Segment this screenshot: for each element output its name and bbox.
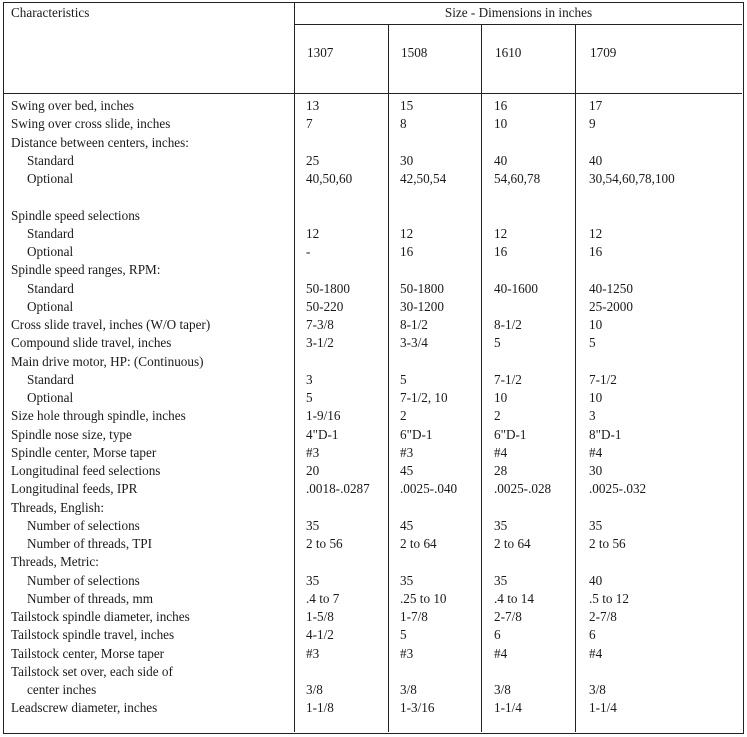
row-value-1610: 7-1/2 bbox=[494, 371, 522, 387]
row-label: Tailstock spindle travel, inches bbox=[11, 627, 175, 643]
row-value-1307: 35 bbox=[306, 517, 320, 533]
row-value-1709: 3 bbox=[589, 408, 596, 424]
row-label: Main drive motor, HP: (Continuous) bbox=[11, 353, 204, 369]
row-value-1508: 30-1200 bbox=[400, 298, 444, 314]
row-value-1709: 6 bbox=[589, 627, 596, 643]
row-value-1307: 12 bbox=[306, 225, 320, 241]
row-value-1307: 3 bbox=[306, 371, 313, 387]
row-label: Optional bbox=[27, 390, 74, 405]
row-value-1709: 8"D-1 bbox=[589, 426, 622, 442]
row-value-1610: 12 bbox=[494, 225, 508, 241]
row-value-1610: 5 bbox=[494, 335, 501, 351]
row-value-1307: 5 bbox=[306, 390, 313, 405]
row-value-1709: .0025-.032 bbox=[589, 481, 647, 497]
row-label: Standard bbox=[27, 280, 74, 296]
row-value-1610: 6"D-1 bbox=[494, 426, 527, 442]
divider-1508 bbox=[388, 24, 389, 732]
row-value-1610: 35 bbox=[494, 517, 508, 533]
row-value-1508: 45 bbox=[400, 517, 414, 533]
divider-size-title bbox=[294, 24, 742, 25]
row-value-1508: 3/8 bbox=[400, 682, 417, 697]
row-value-1610: 10 bbox=[494, 116, 508, 132]
row-value-1709: 12 bbox=[589, 225, 603, 241]
row-value-1508: 15 bbox=[400, 98, 414, 113]
divider-1709 bbox=[575, 24, 576, 732]
row-value-1508: 2 bbox=[400, 408, 407, 424]
header-size-1610: 1610 bbox=[495, 45, 522, 60]
divider-characteristics bbox=[294, 3, 295, 732]
row-value-1709: 7-1/2 bbox=[589, 371, 617, 387]
row-value-1709: 40-1250 bbox=[589, 280, 633, 296]
row-value-1307: 4-1/2 bbox=[306, 627, 334, 643]
row-label: Distance between centers, inches: bbox=[11, 134, 189, 150]
row-value-1307: 13 bbox=[306, 98, 320, 113]
row-label: Tailstock center, Morse taper bbox=[11, 645, 165, 661]
row-label: Cross slide travel, inches (W/O taper) bbox=[11, 317, 211, 332]
row-value-1307: 7-3/8 bbox=[306, 317, 334, 332]
row-value-1709: #4 bbox=[589, 645, 603, 661]
row-value-1709: 25-2000 bbox=[589, 298, 633, 314]
header-size-title: Size - Dimensions in inches bbox=[444, 5, 593, 20]
row-label: Longitudinal feeds, IPR bbox=[11, 481, 138, 497]
row-value-1610: 54,60,78 bbox=[494, 171, 541, 186]
row-value-1307: 2 to 56 bbox=[306, 536, 343, 551]
row-value-1307: .0018-.0287 bbox=[306, 481, 370, 497]
row-value-1508: 6"D-1 bbox=[400, 426, 433, 442]
row-value-1508: 12 bbox=[400, 225, 414, 241]
row-value-1610: 40-1600 bbox=[494, 280, 538, 296]
header-characteristics: Characteristics bbox=[11, 5, 90, 20]
row-value-1709: 1-1/4 bbox=[589, 700, 617, 716]
row-label: Number of threads, mm bbox=[27, 590, 153, 606]
row-value-1508: 1-7/8 bbox=[400, 609, 428, 624]
row-value-1709: 35 bbox=[589, 517, 603, 533]
row-value-1610: 1-1/4 bbox=[494, 700, 522, 716]
row-value-1508: .25 to 10 bbox=[400, 590, 447, 606]
row-label: Threads, English: bbox=[11, 499, 105, 515]
row-value-1307: #3 bbox=[306, 645, 320, 661]
row-value-1709: 3/8 bbox=[589, 682, 606, 697]
row-value-1307: 25 bbox=[306, 152, 320, 168]
row-value-1709: #4 bbox=[589, 444, 603, 460]
row-value-1709: .5 to 12 bbox=[589, 590, 629, 606]
row-value-1508: 35 bbox=[400, 572, 414, 588]
header-size-1307: 1307 bbox=[307, 45, 334, 60]
row-value-1508: 5 bbox=[400, 371, 407, 387]
row-value-1508: 7-1/2, 10 bbox=[400, 390, 448, 405]
row-value-1508: 16 bbox=[400, 244, 414, 259]
row-label: Number of selections bbox=[27, 517, 140, 533]
row-value-1709: 30,54,60,78,100 bbox=[589, 171, 675, 186]
row-value-1709: 17 bbox=[589, 98, 603, 113]
row-label: Number of selections bbox=[27, 572, 140, 588]
row-value-1508: 2 to 64 bbox=[400, 536, 437, 551]
row-label: Spindle speed selections bbox=[11, 207, 140, 223]
row-label: Swing over bed, inches bbox=[11, 98, 135, 113]
divider-1610 bbox=[481, 24, 482, 732]
row-label: Size hole through spindle, inches bbox=[11, 408, 186, 424]
row-value-1307: .4 to 7 bbox=[306, 590, 340, 606]
row-value-1610: 3/8 bbox=[494, 682, 511, 697]
row-label: Standard bbox=[27, 225, 74, 241]
row-value-1307: #3 bbox=[306, 444, 320, 460]
row-value-1610: 2 bbox=[494, 408, 501, 424]
row-label: Spindle center, Morse taper bbox=[11, 444, 157, 460]
row-value-1610: 2 to 64 bbox=[494, 536, 531, 551]
row-value-1709: 5 bbox=[589, 335, 596, 351]
row-value-1307: 1-9/16 bbox=[306, 408, 341, 424]
row-value-1610: 8-1/2 bbox=[494, 317, 522, 332]
row-label: Spindle nose size, type bbox=[11, 426, 132, 442]
row-value-1307: 3/8 bbox=[306, 682, 323, 697]
row-value-1307: 35 bbox=[306, 572, 320, 588]
row-value-1307: 1-1/8 bbox=[306, 700, 334, 716]
row-label: Standard bbox=[27, 152, 74, 168]
row-label: Optional bbox=[27, 298, 74, 314]
row-value-1610: #4 bbox=[494, 645, 508, 661]
row-label: center inches bbox=[27, 682, 97, 697]
row-label: Tailstock set over, each side of bbox=[11, 663, 173, 679]
row-label: Swing over cross slide, inches bbox=[11, 116, 171, 132]
row-value-1610: 6 bbox=[494, 627, 501, 643]
row-value-1610: .4 to 14 bbox=[494, 590, 534, 606]
row-label: Threads, Metric: bbox=[11, 554, 99, 570]
row-value-1709: 10 bbox=[589, 317, 603, 332]
row-value-1307: 4"D-1 bbox=[306, 426, 339, 442]
row-value-1610: .0025-.028 bbox=[494, 481, 552, 497]
row-value-1307: 3-1/2 bbox=[306, 335, 334, 351]
row-value-1709: 30 bbox=[589, 463, 603, 478]
header-size-1709: 1709 bbox=[590, 45, 617, 60]
row-value-1709: 40 bbox=[589, 572, 603, 588]
row-value-1610: 10 bbox=[494, 390, 508, 405]
row-value-1307: - bbox=[306, 244, 311, 259]
row-value-1610: 16 bbox=[494, 98, 508, 113]
specifications-table bbox=[3, 2, 744, 734]
row-label: Longitudinal feed selections bbox=[11, 463, 161, 478]
row-label: Standard bbox=[27, 371, 74, 387]
row-value-1307: 50-1800 bbox=[306, 280, 350, 296]
divider-header bbox=[4, 93, 742, 94]
row-value-1508: 8-1/2 bbox=[400, 317, 428, 332]
row-value-1307: 50-220 bbox=[306, 298, 344, 314]
row-value-1508: 3-3/4 bbox=[400, 335, 428, 351]
row-value-1307: 20 bbox=[306, 463, 320, 478]
row-value-1610: 2-7/8 bbox=[494, 609, 522, 624]
header-size-1508: 1508 bbox=[401, 45, 428, 60]
row-label: Tailstock spindle diameter, inches bbox=[11, 609, 190, 624]
row-label: Number of threads, TPI bbox=[27, 536, 153, 551]
row-value-1508: 42,50,54 bbox=[400, 171, 447, 186]
row-value-1610: #4 bbox=[494, 444, 508, 460]
row-value-1709: 2 to 56 bbox=[589, 536, 626, 551]
row-value-1709: 16 bbox=[589, 244, 603, 259]
row-value-1709: 10 bbox=[589, 390, 603, 405]
row-value-1508: 45 bbox=[400, 463, 414, 478]
row-value-1508: 5 bbox=[400, 627, 407, 643]
row-value-1610: 16 bbox=[494, 244, 508, 259]
row-value-1508: #3 bbox=[400, 444, 414, 460]
row-value-1508: 30 bbox=[400, 152, 414, 168]
row-value-1709: 9 bbox=[589, 116, 596, 132]
row-value-1610: 35 bbox=[494, 572, 508, 588]
row-value-1307: 1-5/8 bbox=[306, 609, 334, 624]
row-label: Optional bbox=[27, 244, 74, 259]
row-value-1307: 7 bbox=[306, 116, 313, 132]
row-label: Leadscrew diameter, inches bbox=[11, 700, 158, 716]
row-label: Compound slide travel, inches bbox=[11, 335, 172, 351]
row-value-1709: 2-7/8 bbox=[589, 609, 617, 624]
row-value-1610: 40 bbox=[494, 152, 508, 168]
row-label: Optional bbox=[27, 171, 74, 186]
row-value-1307: 40,50,60 bbox=[306, 171, 353, 186]
row-value-1508: .0025-.040 bbox=[400, 481, 458, 497]
row-value-1508: 1-3/16 bbox=[400, 700, 435, 716]
row-value-1508: 8 bbox=[400, 116, 407, 132]
row-value-1508: 50-1800 bbox=[400, 280, 444, 296]
row-value-1508: #3 bbox=[400, 645, 414, 661]
row-label: Spindle speed ranges, RPM: bbox=[11, 262, 161, 278]
row-value-1709: 40 bbox=[589, 152, 603, 168]
row-value-1610: 28 bbox=[494, 463, 508, 478]
